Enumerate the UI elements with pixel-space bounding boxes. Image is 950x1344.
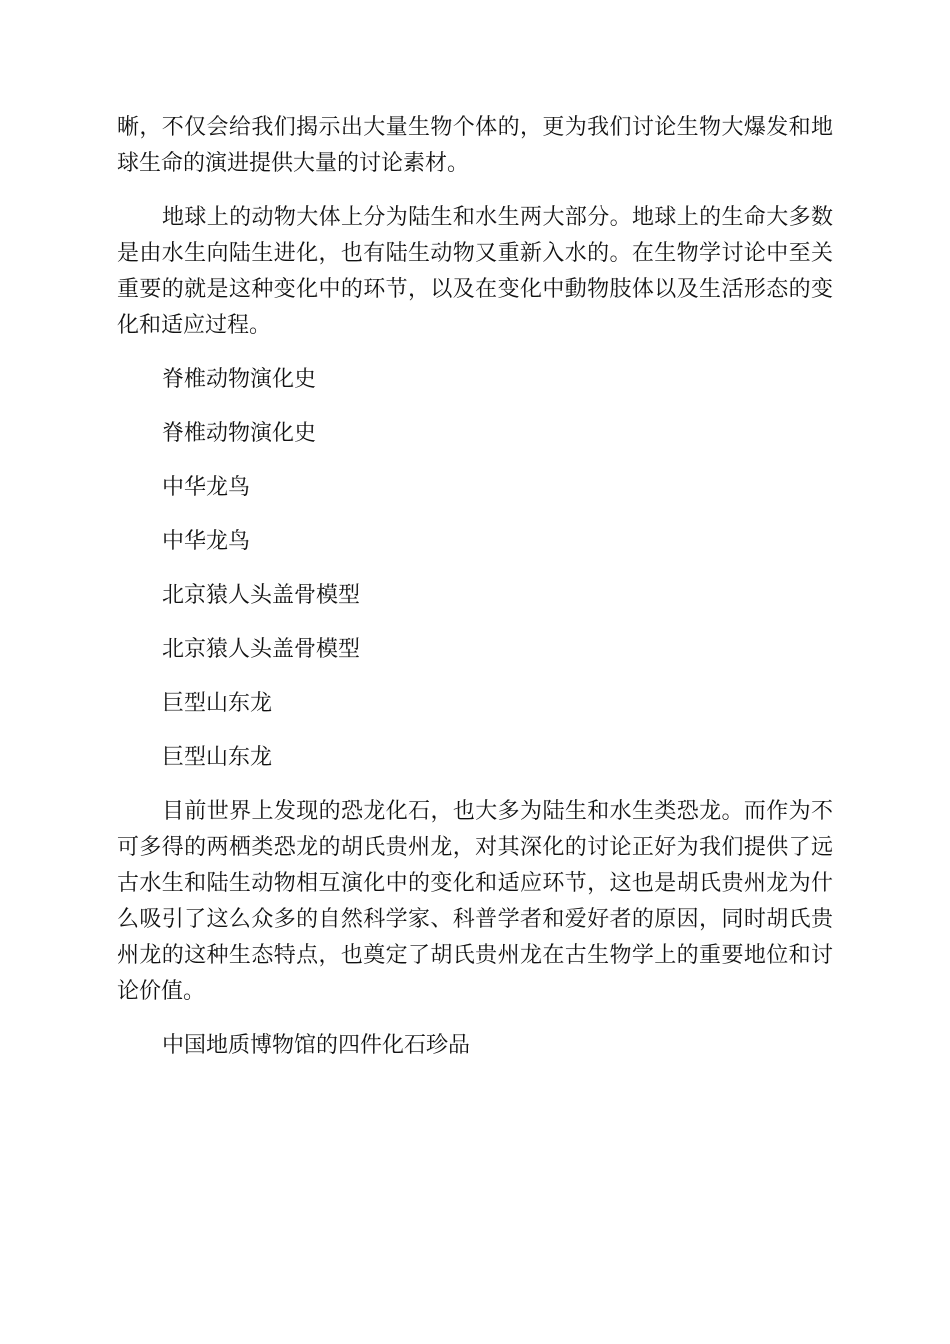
caption-peking-man-skull-repeat: 北京猿人头盖骨模型 xyxy=(162,637,361,662)
caption-museum-treasures: 中国地质博物馆的四件化石珍品 xyxy=(162,1033,471,1058)
paragraph-continuation: 晰，不仅会给我们揭示出大量生物个体的，更为我们讨论生物大爆发和地球生命的演进提供大量的讨论素材。 xyxy=(117,115,833,176)
document-page xyxy=(117,110,833,1082)
caption-shantungosaurus: 巨型山东龙 xyxy=(162,691,273,716)
paragraph-land-water-animals: 地球上的动物大体上分为陆生和水生两大部分。地球上的生命大多数是由水生向陆生进化，也有陆生动物又重新入水的。在生物学讨论中至关重要的就是这种变化中的环节，以及在变化中動物肢体以及生活形态的变化和适应过程。 xyxy=(117,205,833,338)
caption-sinosauropteryx-repeat: 中华龙鸟 xyxy=(162,529,251,554)
caption-peking-man-skull: 北京猿人头盖骨模型 xyxy=(162,583,361,608)
caption-sinosauropteryx: 中华龙鸟 xyxy=(162,475,251,500)
caption-vertebrate-evolution-repeat: 脊椎动物演化史 xyxy=(162,421,317,446)
paragraph-keichousaurus: 目前世界上发现的恐龙化石，也大多为陆生和水生类恐龙。而作为不可多得的两栖类恐龙的胡氏贵州龙，对其深化的讨论正好为我们提供了远古水生和陆生动物相互演化中的变化和适应环节，这也是胡氏贵州龙为什么吸引了这么众多的自然科学家、科普学者和爱好者的原因，同时胡氏贵州龙的这种生态特点，也奠定了胡氏贵州龙在古生物学上的重要地位和讨论价值。 xyxy=(117,799,833,1004)
caption-shantungosaurus-repeat: 巨型山东龙 xyxy=(162,745,273,770)
caption-vertebrate-evolution: 脊椎动物演化史 xyxy=(162,367,317,392)
